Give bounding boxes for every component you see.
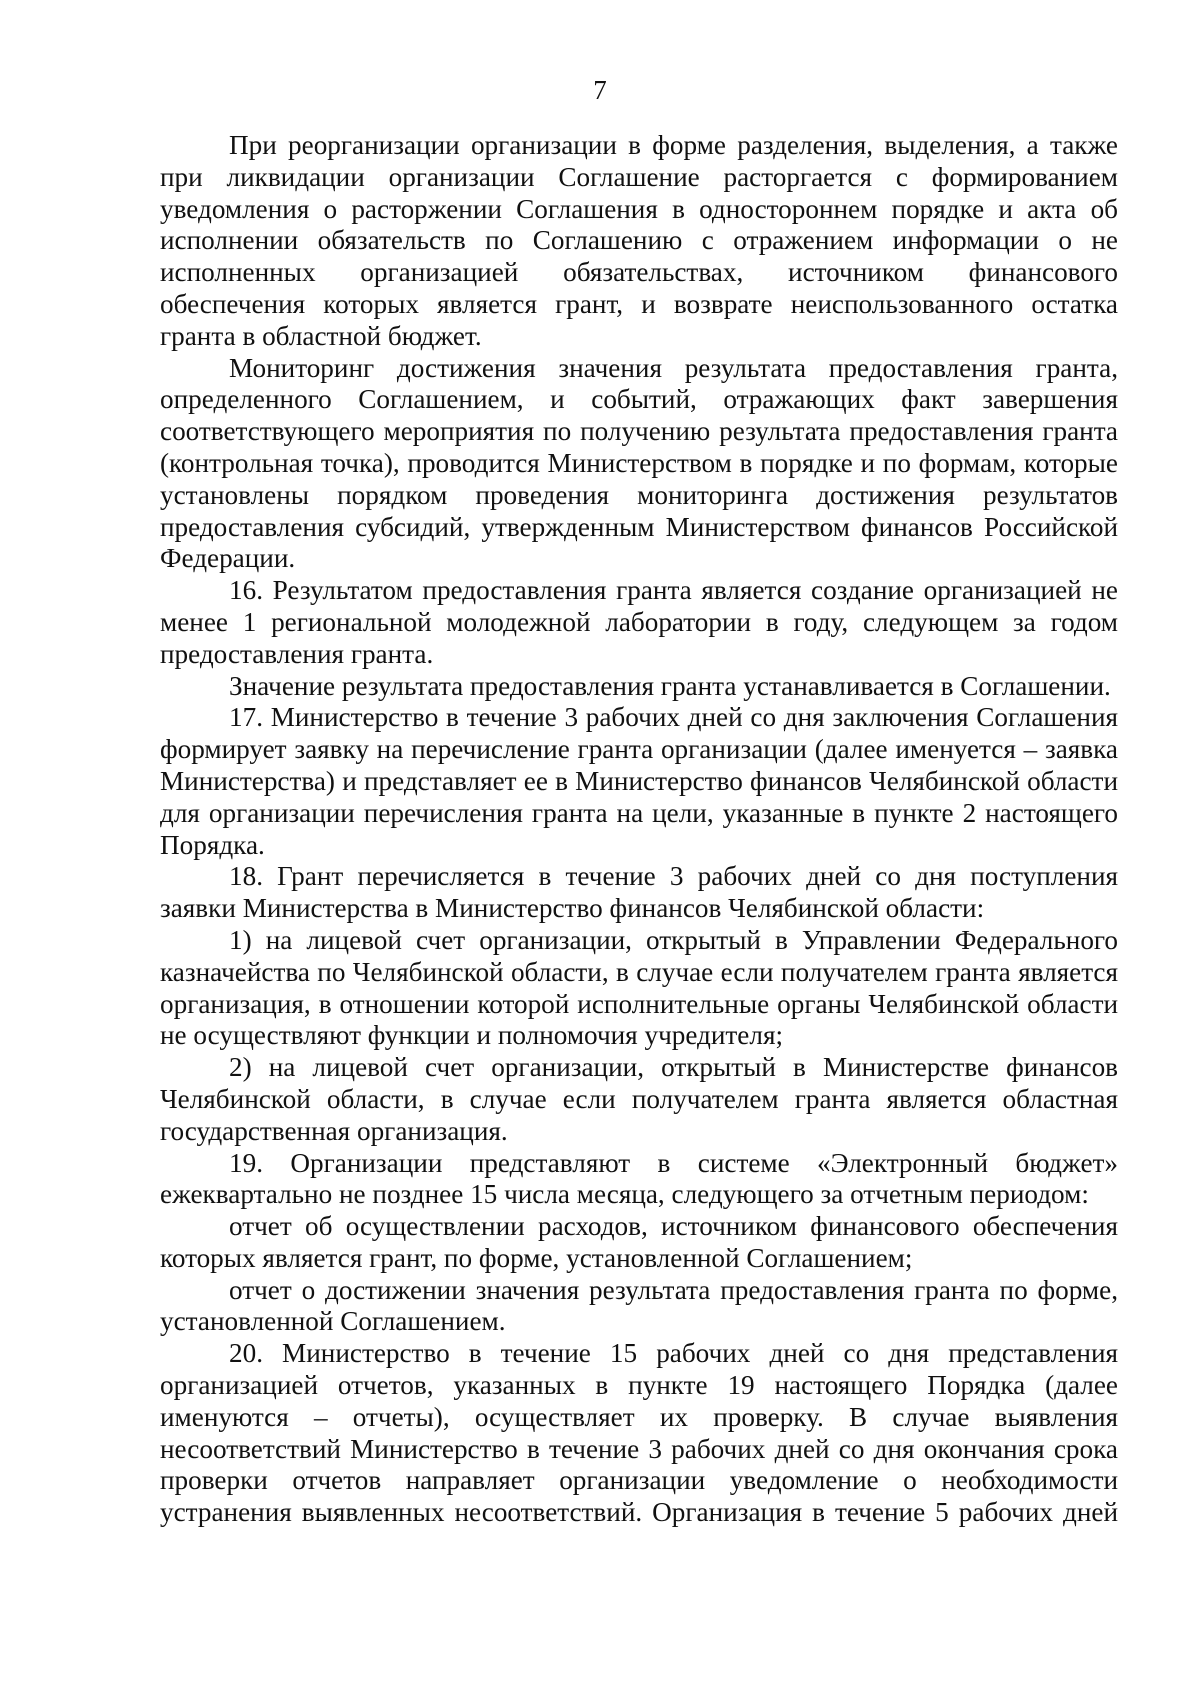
paragraph: отчет об осуществлении расходов, источником финансового обеспечения которых является грант, по форме, установленной Соглашением; <box>160 1211 1118 1273</box>
paragraph: 1) на лицевой счет организации, открытый в Управлении Федерального казначейства по Челябинской области, в случае если получателем гранта является организация, в отношении которой исполнительные органы Челябинской области не осуществляют функции и полномочия учредителя; <box>160 924 1118 1051</box>
paragraph: Значение результата предоставления гранта устанавливается в Соглашении. <box>229 670 1111 701</box>
paragraph: 2) на лицевой счет организации, открытый в Министерстве финансов Челябинской области, в случае если получателем гранта является областная государственная организация. <box>160 1052 1118 1146</box>
paragraph: 18. Грант перечисляется в течение 3 рабочих дней со дня поступления заявки Министерства в Министерство финансов Челябинской области: <box>160 861 1118 924</box>
paragraph: При реорганизации организации в форме разделения, выделения, а также при ликвидации организации Соглашение расторгается с формированием уведомления о расторжении Соглашения в одностороннем порядке и акта об исполнении обязательств по Соглашению с отражением информации о не исполненных организацией обязательствах, источником финансового обеспечения которых является грант, и возврате неиспользованного остатка гранта в областной бюджет. <box>160 130 1118 351</box>
paragraph: 20. Министерство в течение 15 рабочих дней со дня представления организацией отчетов, указанных в пункте 19 настоящего Порядка (далее именуются – отчеты), осуществляет их проверку. В случае выявления несоответствий Министерство в течение 3 рабочих дней со дня окончания срока проверки отчетов направляет организации уведомление о необходимости устранения выявленных несоответствий. Организация в течение 5 рабочих дней <box>160 1338 1118 1528</box>
paragraph: 17. Министерство в течение 3 рабочих дней со дня заключения Соглашения формирует заявку на перечисление гранта организации (далее именуется – заявка Министерства) и представляет ее в Министерство финансов Челябинской области для организации перечисления гранта на цели, указанные в пункте 2 настоящего Порядка. <box>160 702 1118 860</box>
paragraph: отчет о достижении значения результата предоставления гранта по форме, установленной Соглашением. <box>160 1274 1118 1337</box>
page-number: 7 <box>593 75 607 105</box>
document-body <box>160 130 1118 1529</box>
paragraph: Мониторинг достижения значения результата предоставления гранта, определенного Соглашением, и событий, отражающих факт завершения соответствующего мероприятия по получению результата предоставления гранта (контрольная точка), проводится Министерством в порядке и по формам, которые установлены порядком проведения мониторинга достижения результатов предоставления субсидий, утвержденным Министерством финансов Российской Федерации. <box>160 352 1118 574</box>
paragraph: 16. Результатом предоставления гранта является создание организацией не менее 1 региональной молодежной лаборатории в году, следующем за годом предоставления гранта. <box>160 575 1118 669</box>
paragraph: 19. Организации представляют в системе «Электронный бюджет» ежеквартально не позднее 15 числа месяца, следующего за отчетным периодом: <box>160 1147 1118 1210</box>
